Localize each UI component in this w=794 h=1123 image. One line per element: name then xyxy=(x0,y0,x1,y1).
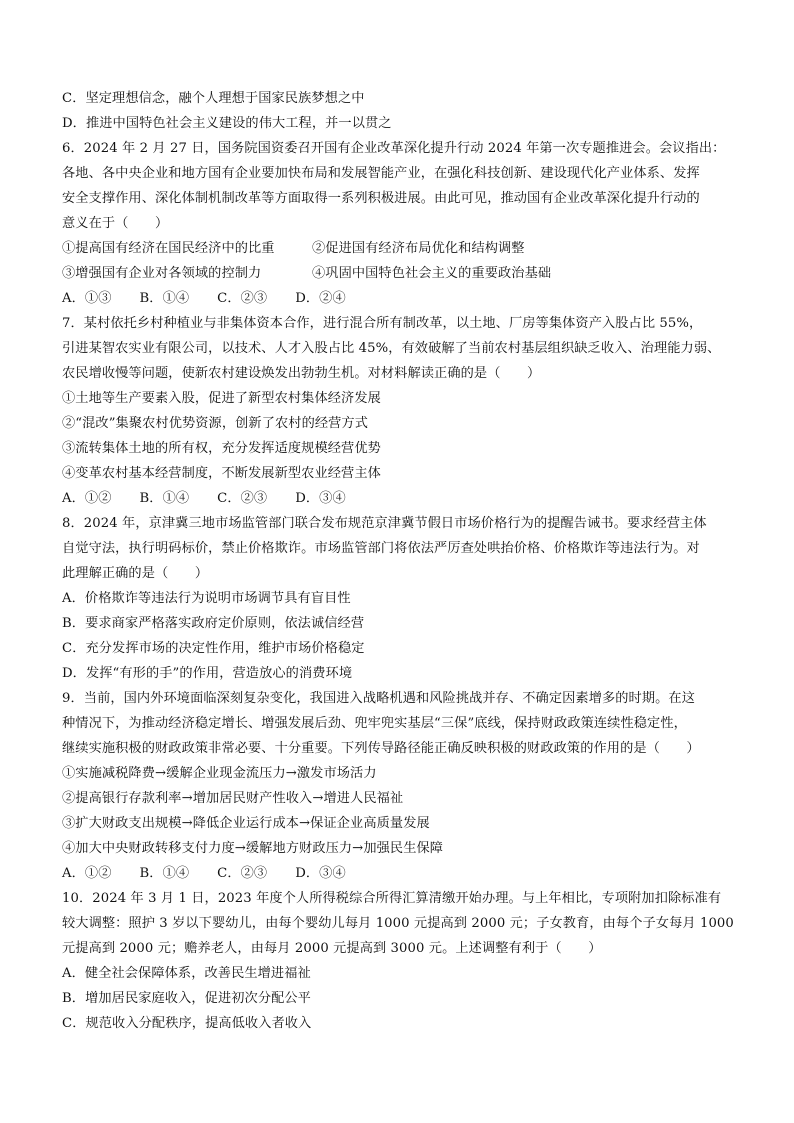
answer-option-b: B．①④ xyxy=(139,291,190,306)
choice-line: D．推进中国特色社会主义建设的伟大工程，并一以贯之 xyxy=(62,116,392,131)
answer-choice-a: A．健全社会保障体系，改善民生增进福祉 xyxy=(62,966,311,981)
answer-option-d: D．③④ xyxy=(295,866,346,881)
question-10 xyxy=(62,886,742,1036)
question-stem-line: 种情况下，为推动经济稳定增长、增强发展后劲、兜牢兜实基层“三保”底线，保持财政政策连续性稳定性， xyxy=(62,716,687,731)
statement-item: ③扩大财政支出规模→降低企业运行成本→保证企业高质量发展 xyxy=(62,816,430,831)
question-stem-line: 继续实施积极的财政政策非常必要、十分重要。下列传导路径能正确反映积极的财政政策的作用的是（ ） xyxy=(62,741,700,756)
question-stem-line: 8．2024 年，京津冀三地市场监管部门联合发布规范京津冀节假日市场价格行为的提醒告诫书。要求经营主体 xyxy=(62,516,707,531)
answer-choice-c: C．规范收入分配秩序，提高低收入者收入 xyxy=(62,1016,312,1031)
question-6 xyxy=(62,136,742,311)
answer-option-b: B．①④ xyxy=(139,491,190,506)
answer-choice-b: B．要求商家严格落实政府定价原则，依法诚信经营 xyxy=(62,616,365,631)
statement-item: ①土地等生产要素入股，促进了新型农村集体经济发展 xyxy=(62,391,381,406)
question-stem-line: 6．2024 年 2 月 27 日，国务院国资委召开国有企业改革深化提升行动 2024 年第一次专题推进会。会议指出： xyxy=(62,141,726,156)
question-stem-line: 自觉守法，执行明码标价，禁止价格欺诈。市场监管部门将依法严厉查处哄抬价格、价格欺诈等违法行为。对 xyxy=(62,541,700,556)
statement-item: ②促进国有经济布局优化和结构调整 xyxy=(312,241,525,256)
question-stem-line: 农民增收慢等问题，使新农村建设焕发出勃勃生机。对材料解读正确的是（ ） xyxy=(62,366,541,381)
statement-item: ④加大中央财政转移支付力度→缓解地方财政压力→加强民生保障 xyxy=(62,841,444,856)
question-stem-line: 7．某村依托乡村种植业与非集体资本合作，进行混合所有制改革，以土地、厂房等集体资产入股占比 55%， xyxy=(62,316,703,331)
question-8 xyxy=(62,511,742,686)
question-stem-line: 各地、各中央企业和地方国有企业要加快布局和发展智能产业，在强化科技创新、建设现代化产业体系、发挥 xyxy=(62,166,700,181)
answer-option-c: C．②③ xyxy=(217,866,268,881)
question-stem-line: 此理解正确的是（ ） xyxy=(62,566,209,581)
statement-item: ③流转集体土地的所有权，充分发挥适度规模经营优势 xyxy=(62,441,381,456)
question-7 xyxy=(62,311,742,511)
question-stem-line: 较大调整：照护 3 岁以下婴幼儿，由每个婴幼儿每月 1000 元提高到 2000 元；子女教育，由每个子女每月 1000 xyxy=(62,916,734,931)
statement-item: ②提高银行存款利率→增加居民财产性收入→增进人民福祉 xyxy=(62,791,404,806)
statement-item: ④变革农村基本经营制度，不断发展新型农业经营主体 xyxy=(62,466,381,481)
statement-item: ②“混改”集聚农村优势资源，创新了农村的经营方式 xyxy=(62,416,369,431)
question-stem-line: 9．当前，国内外环境面临深刻复杂变化，我国进入战略机遇和风险挑战并存、不确定因素增多的时期。在这 xyxy=(62,691,695,706)
answer-option-b: B．①④ xyxy=(139,866,190,881)
answer-option-a: A．①② xyxy=(62,866,112,881)
answer-choice-c: C．充分发挥市场的决定性作用，维护市场价格稳定 xyxy=(62,641,365,656)
statement-item: ①提高国有经济在国民经济中的比重 xyxy=(62,241,275,256)
answer-option-a: A．①② xyxy=(62,491,112,506)
question-9 xyxy=(62,686,742,886)
answer-option-d: D．②④ xyxy=(295,291,346,306)
statement-item: ④巩固中国特色社会主义的重要政治基础 xyxy=(312,266,552,281)
answer-choice-b: B．增加居民家庭收入，促进初次分配公平 xyxy=(62,991,311,1006)
answer-options xyxy=(62,486,742,511)
question-stem-line: 安全支撑作用、深化体制机制改革等方面取得一系列积极进展。由此可见，推动国有企业改革深化提升行动的 xyxy=(62,191,700,206)
answer-option-c: C．②③ xyxy=(217,291,268,306)
statement-item: ①实施减税降费→缓解企业现金流压力→激发市场活力 xyxy=(62,766,377,781)
question-stem-line: 引进某智农实业有限公司，以技术、人才入股占比 45%，有效破解了当前农村基层组织缺乏收入、治理能力弱、 xyxy=(62,341,721,356)
question-stem-line: 10．2024 年 3 月 1 日，2023 年度个人所得税综合所得汇算清缴开始办理。与上年相比，专项附加扣除标准有 xyxy=(62,891,722,906)
statement-item: ③增强国有企业对各领域的控制力 xyxy=(62,266,262,281)
answer-options xyxy=(62,861,742,886)
answer-option-a: A．①③ xyxy=(62,291,112,306)
exam-page xyxy=(62,86,742,1036)
answer-option-c: C．②③ xyxy=(217,491,268,506)
question-stem-line: 元提高到 2000 元；赡养老人，由每月 2000 元提高到 3000 元。上述调整有利于（ ） xyxy=(62,941,602,956)
statement-row xyxy=(62,236,742,261)
statement-row xyxy=(62,261,742,286)
choice-line: C．坚定理想信念，融个人理想于国家民族梦想之中 xyxy=(62,91,365,106)
answer-options xyxy=(62,286,742,311)
answer-choice-a: A．价格欺诈等违法行为说明市场调节具有盲目性 xyxy=(62,591,351,606)
answer-choice-d: D．发挥“有形的手”的作用，营造放心的消费环境 xyxy=(62,666,353,681)
question-stem-line: 意义在于（ ） xyxy=(62,216,169,231)
answer-option-d: D．③④ xyxy=(295,491,346,506)
